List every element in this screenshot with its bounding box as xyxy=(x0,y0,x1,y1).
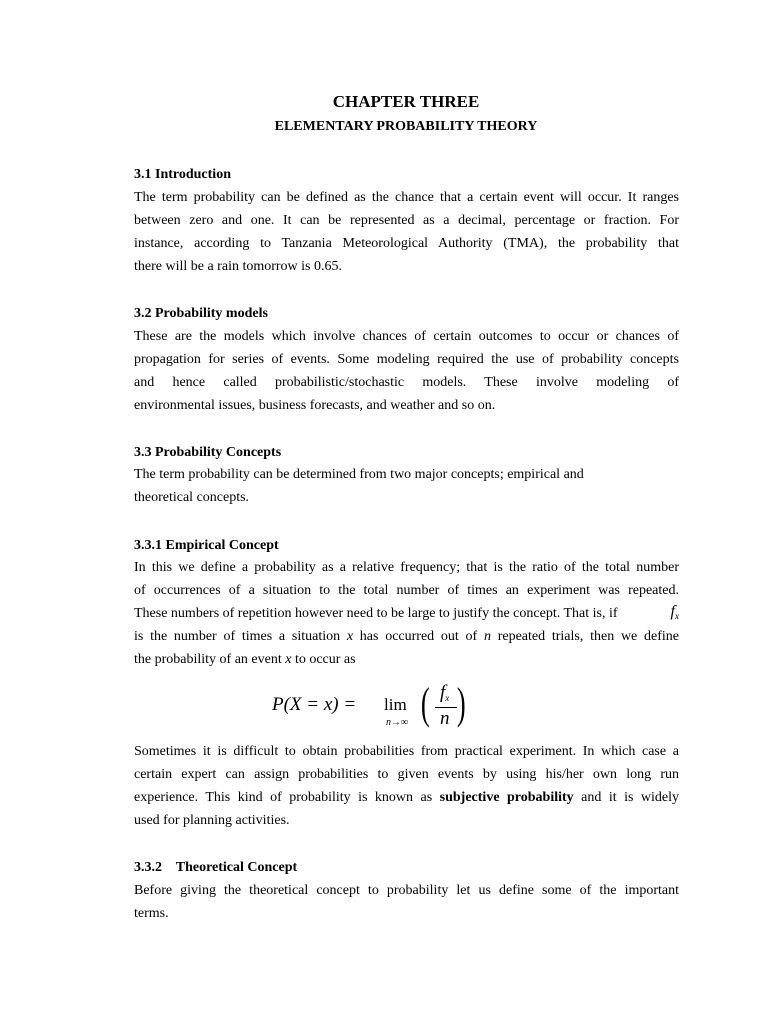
paragraph-3-2 xyxy=(134,325,679,417)
paragraph-line: propagation for series of events. Some modeling required the use of probability concepts xyxy=(134,352,679,367)
text-run: and it is widely xyxy=(573,790,679,805)
chapter-title: CHAPTER THREE xyxy=(332,92,480,111)
paragraph-line: certain expert can assign probabilities to given events by using his/her own long run xyxy=(134,767,679,782)
var-x: x xyxy=(285,652,292,667)
f-x-symbol xyxy=(671,600,679,628)
text-run: has occurred out of xyxy=(353,629,484,644)
paragraph-line xyxy=(134,648,679,671)
paragraph-subjective xyxy=(134,740,679,832)
paragraph-line xyxy=(134,786,679,809)
paragraph-line: terms. xyxy=(134,906,169,921)
paragraph-line: environmental issues, business forecasts, and weather and so on. xyxy=(134,398,496,413)
paragraph-3-3 xyxy=(134,463,679,509)
paragraph-line: In this we define a probability as a relative frequency; that is the ratio of the total number xyxy=(134,560,679,575)
f-symbol: f xyxy=(670,603,675,620)
paragraph-line: there will be a rain tomorrow is 0.65. xyxy=(134,259,343,274)
right-paren: ) xyxy=(456,679,466,728)
paragraph-line: theoretical concepts. xyxy=(134,490,250,505)
formula-lhs xyxy=(272,694,356,716)
formula-numerator-f: f xyxy=(440,682,446,703)
paragraph-line: The term probability can be determined from two major concepts; empirical and xyxy=(134,467,584,482)
bold-term: subjective probability xyxy=(439,790,574,805)
section-heading-3-1: 3.1 Introduction xyxy=(134,167,231,182)
formula-lhs-text: P(X = x) = xyxy=(272,694,357,715)
paragraph-line: The term probability can be defined as the chance that a certain event will occur. It ranges xyxy=(134,190,679,205)
section-heading-3-3-1: 3.3.1 Empirical Concept xyxy=(134,538,279,553)
paragraph-line: Sometimes it is difficult to obtain probabilities from practical experiment. In which case a xyxy=(134,744,679,759)
paragraph-line: used for planning activities. xyxy=(134,813,290,828)
paragraph-line: instance, according to Tanzania Meteorological Authority (TMA), the probability that xyxy=(134,236,679,251)
paragraph-3-3-2 xyxy=(134,879,679,925)
section-heading-3-3: 3.3 Probability Concepts xyxy=(134,445,282,460)
formula-denominator: n xyxy=(440,708,450,729)
paragraph-line-text: These numbers of repetition however need to be large to justify the concept. That is, if xyxy=(134,606,618,621)
formula-lim-subscript: n→∞ xyxy=(386,717,409,728)
text-run: is the number of times a situation xyxy=(134,629,347,644)
x-subscript: x xyxy=(675,611,679,621)
paragraph-line: and hence called probabilistic/stochastic models. These involve modeling of xyxy=(134,375,679,390)
paragraph-line: between zero and one. It can be represented as a decimal, percentage or fraction. For xyxy=(134,213,679,228)
formula-lim: lim xyxy=(384,695,407,714)
var-n: n xyxy=(483,629,491,644)
text-run: the probability of an event xyxy=(134,652,286,667)
paragraph-line xyxy=(134,625,679,648)
paragraph-line: of occurrences of a situation to the total number of times an experiment was repeated. xyxy=(134,583,679,598)
paragraph-line xyxy=(134,602,679,625)
text-run: experience. This kind of probability is known as xyxy=(134,790,440,805)
section-heading-3-3-2: 3.3.2 Theoretical Concept xyxy=(134,860,298,875)
formula-numerator xyxy=(440,682,449,704)
text-run: repeated trials, then we define xyxy=(490,629,679,644)
formula-numerator-sub: x xyxy=(445,693,450,703)
paragraph-3-3-1 xyxy=(134,556,679,671)
probability-formula xyxy=(270,679,466,734)
paragraph-3-1 xyxy=(134,186,679,278)
paragraph-line: Before giving the theoretical concept to probability let us define some of the important xyxy=(134,883,679,898)
text-run: to occur as xyxy=(291,652,356,667)
chapter-subtitle: ELEMENTARY PROBABILITY THEORY xyxy=(274,119,538,134)
var-x: x xyxy=(346,629,354,644)
section-heading-3-2: 3.2 Probability models xyxy=(134,306,268,321)
paragraph-line: These are the models which involve chances of certain outcomes to occur or chances of xyxy=(134,329,679,344)
left-paren: ( xyxy=(420,679,430,728)
